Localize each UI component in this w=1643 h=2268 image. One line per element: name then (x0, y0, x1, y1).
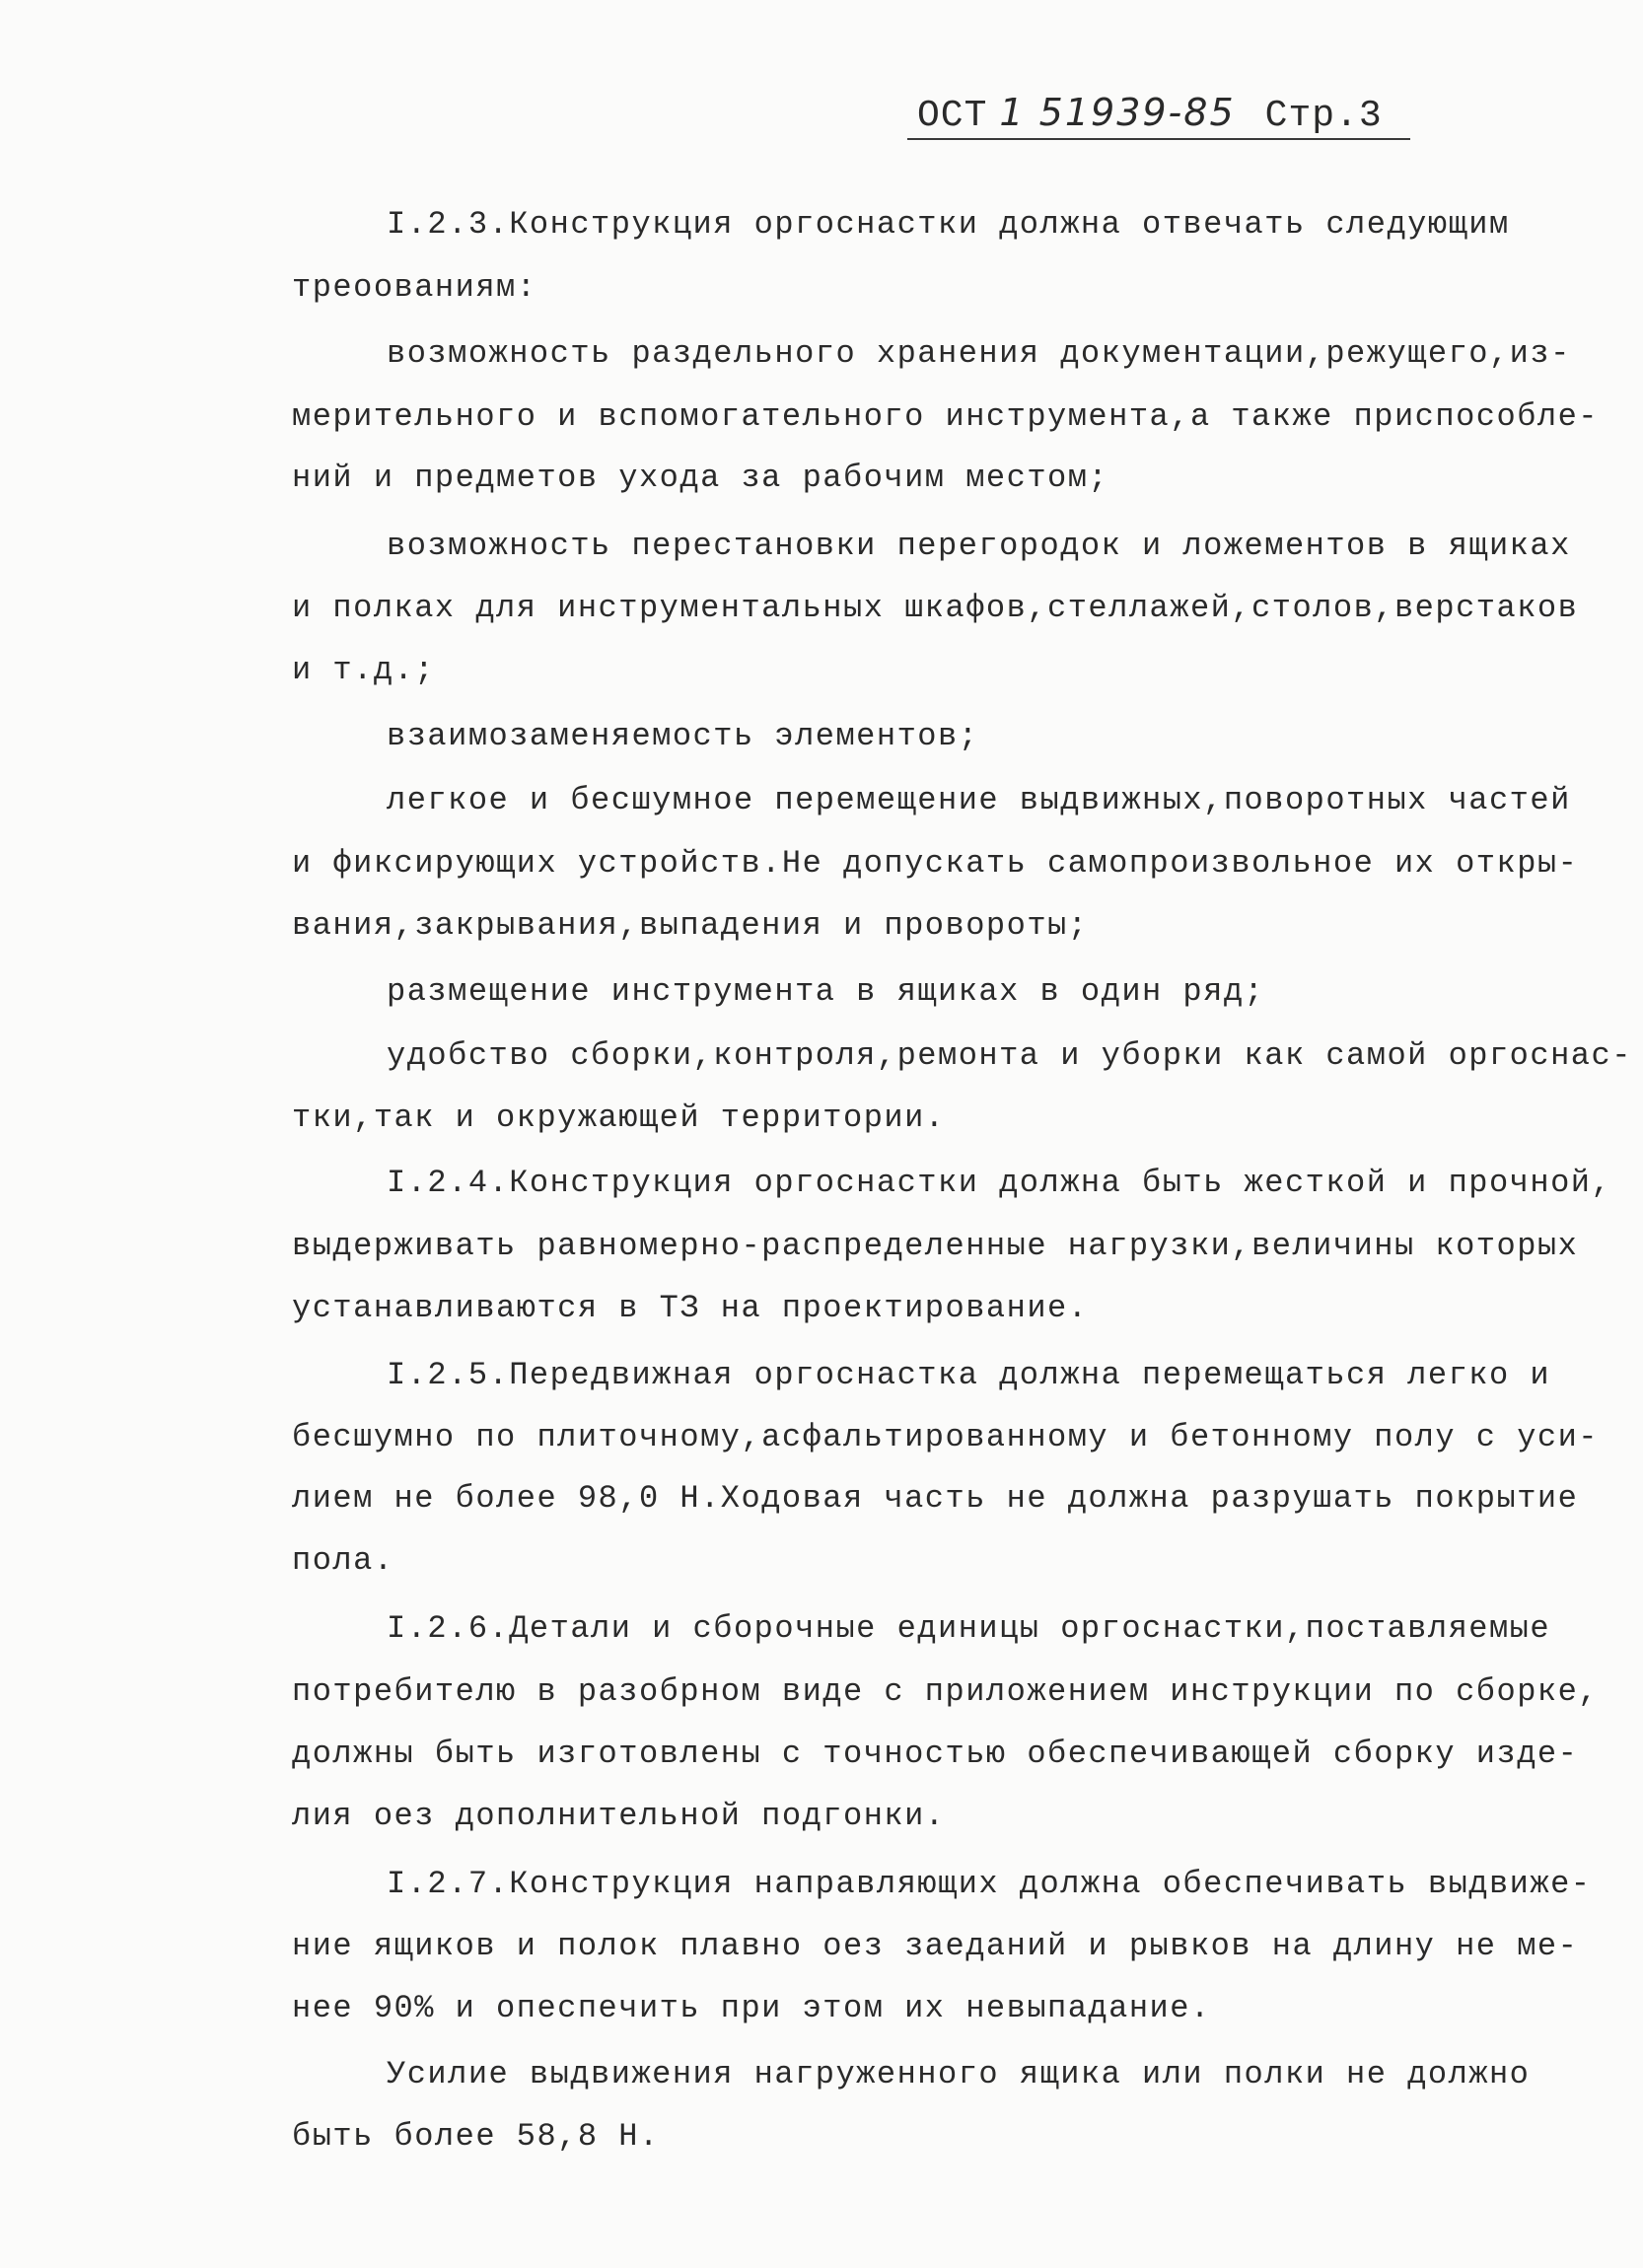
text-line: I.2.6.Детали и сборочные единицы оргоснастки,поставляемые (387, 1610, 1551, 1647)
text-line: возможность перестановки перегородок и ложементов в ящиках (387, 528, 1571, 564)
text-line: I.2.5.Передвижная оргоснастка должна перемещаться легко и (387, 1357, 1551, 1393)
text-line: лия оез дополнительной подгонки. (292, 1798, 946, 1834)
text-line: Усилие выдвижения нагруженного ящика или полки не должно (387, 2056, 1531, 2092)
text-line: I.2.4.Конструкция оргоснастки должна быть жесткой и прочной, (387, 1165, 1612, 1201)
text-line: и т.д.; (292, 652, 435, 688)
text-line: размещение инструмента в ящиках в один ряд; (387, 973, 1265, 1010)
text-line: легкое и бесшумное перемещение выдвижных,поворотных частей (387, 782, 1571, 818)
text-line: треоованиям: (292, 269, 537, 306)
text-line: I.2.3.Конструкция оргоснастки должна отвечать следующим (387, 206, 1510, 243)
text-line: вания,закрывания,выпадения и провороты; (292, 907, 1089, 944)
text-line: мерительного и вспомогательного инструмента,а также приспособле- (292, 398, 1599, 435)
header-underline (907, 138, 1410, 140)
text-line: лием не более 98,0 Н.Ходовая часть не должна разрушать покрытие (292, 1480, 1579, 1517)
text-line: и фиксирующих устройств.Не допускать самопроизвольное их откры- (292, 845, 1579, 882)
text-line: устанавливаются в ТЗ на проектирование. (292, 1290, 1089, 1326)
text-line: и полках для инструментальных шкафов,стеллажей,столов,верстаков (292, 590, 1579, 626)
text-line: удобство сборки,контроля,ремонта и уборки как самой оргоснас- (387, 1037, 1632, 1074)
text-line: быть более 58,8 Н. (292, 2118, 660, 2155)
standard-number: 1 51939-85 (999, 91, 1236, 134)
text-line: ние ящиков и полок плавно оез заеданий и рывков на длину не ме- (292, 1928, 1579, 1964)
text-line: нее 90% и опеспечить при этом их невыпадание. (292, 1990, 1211, 2026)
standard-designation: ОСТ (917, 95, 988, 137)
text-line: возможность раздельного хранения документации,режущего,из- (387, 335, 1571, 372)
text-line: потребителю в разобрном виде с приложением инструкции по сборке, (292, 1673, 1599, 1710)
text-line: бесшумно по плиточному,асфальтированному и бетонному полу с уси- (292, 1419, 1599, 1455)
text-line: должны быть изготовлены с точностью обеспечивающей сборку изде- (292, 1736, 1579, 1772)
text-line: I.2.7.Конструкция направляющих должна обеспечивать выдвиже- (387, 1866, 1592, 1902)
page-number: Стр.3 (1264, 95, 1383, 137)
text-line: взаимозаменяемость элементов; (387, 718, 979, 754)
page-header (917, 91, 1430, 140)
text-line: ний и предметов ухода за рабочим местом; (292, 460, 1109, 496)
text-line: выдерживать равномерно-распределенные нагрузки,величины которых (292, 1228, 1579, 1264)
text-line: пола. (292, 1542, 394, 1579)
text-line: тки,так и окружающей территории. (292, 1099, 946, 1136)
